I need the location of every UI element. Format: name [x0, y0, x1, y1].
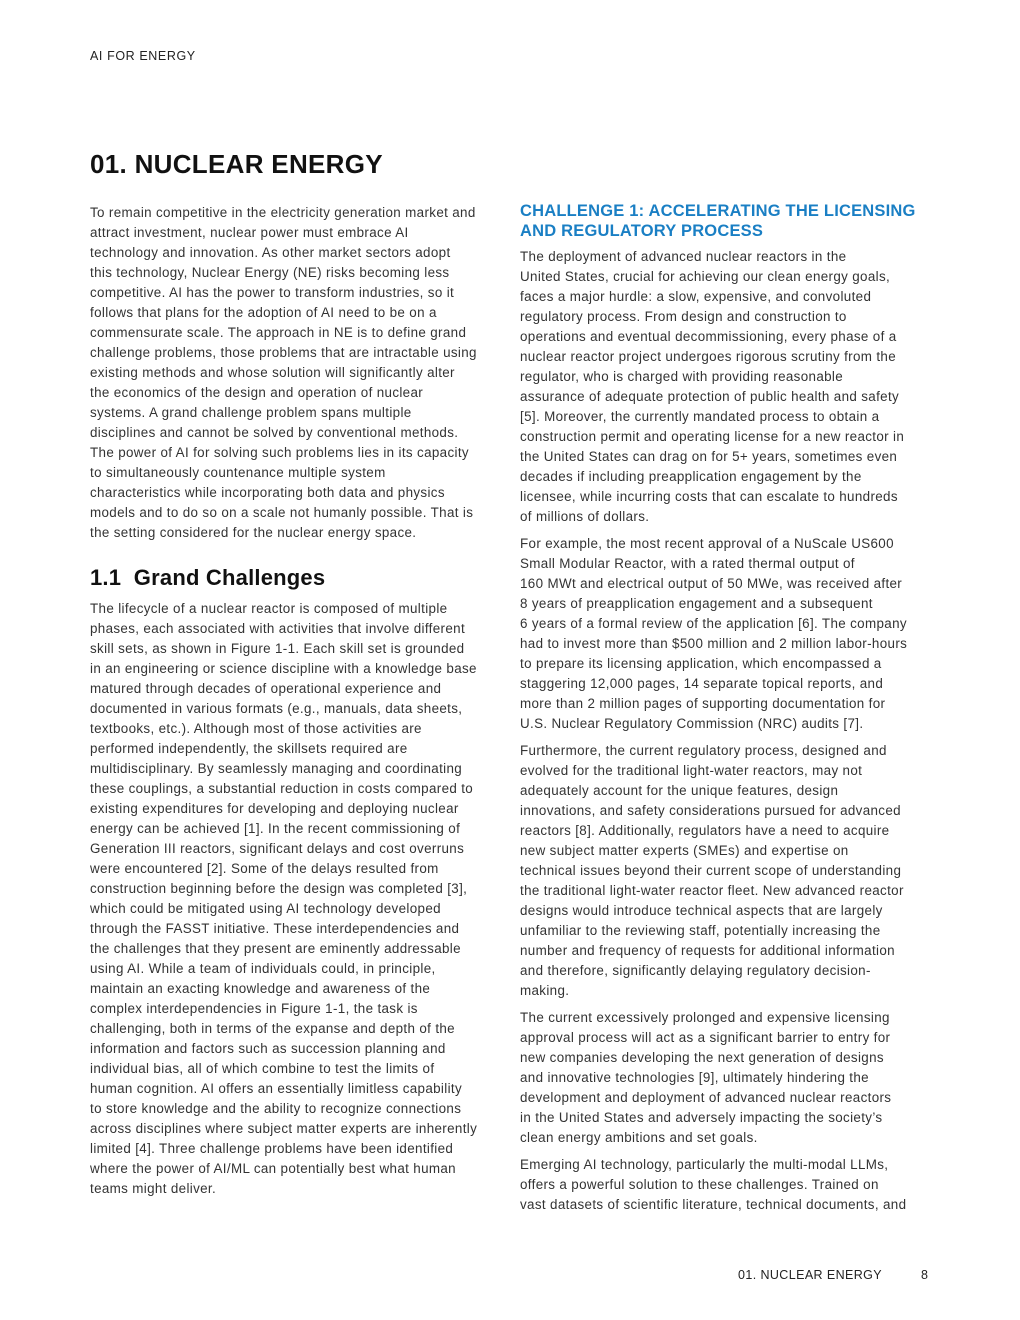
text-line: The power of AI for solving such problems lies in its capacity — [90, 445, 469, 460]
text-line: The deployment of advanced nuclear reactors in the — [520, 249, 847, 264]
text-line: and innovative technologies [9], ultimately hindering the — [520, 1070, 869, 1085]
text-line: new subject matter experts (SMEs) and expertise on — [520, 843, 849, 858]
body-paragraph — [520, 1008, 940, 1148]
text-line: were encountered [2]. Some of the delays resulted from — [90, 861, 439, 876]
text-line: development and deployment of advanced nuclear reactors — [520, 1090, 892, 1105]
text-line: the traditional light-water reactor fleet. New advanced reactor — [520, 883, 904, 898]
text-line: clean energy ambitions and set goals. — [520, 1130, 758, 1145]
text-line: individual bias, all of which combine to test the limits of — [90, 1061, 435, 1076]
right-column — [520, 201, 940, 1222]
text-line: the challenges that they present are eminently addressable — [90, 941, 461, 956]
text-line: using AI. While a team of individuals could, in principle, — [90, 961, 436, 976]
text-line: follows that plans for the adoption of AI need to be on a — [90, 305, 437, 320]
text-line: operations and eventual decommissioning, every phase of a — [520, 329, 897, 344]
text-line: systems. A grand challenge problem spans multiple — [90, 405, 412, 420]
text-line: performed independently, the skillsets required are — [90, 741, 408, 756]
text-line: decades if including preapplication engagement by the — [520, 469, 862, 484]
text-line: and therefore, significantly delaying regulatory decision- — [520, 963, 871, 978]
text-line: licensee, while incurring costs that can escalate to hundreds — [520, 489, 898, 504]
challenge-heading — [520, 201, 940, 241]
text-line: in an engineering or science discipline with a knowledge base — [90, 661, 477, 676]
text-line: to simultaneously countenance multiple system — [90, 465, 386, 480]
text-line: complex interdependencies in Figure 1-1, the task is — [90, 1001, 418, 1016]
text-line: limited [4]. Three challenge problems have been identified — [90, 1141, 454, 1156]
body-paragraph — [520, 534, 940, 734]
text-line: vast datasets of scientific literature, technical documents, and — [520, 1197, 907, 1212]
text-line: adequately account for the unique features, design — [520, 783, 839, 798]
text-line: approval process will act as a significant barrier to entry for — [520, 1030, 891, 1045]
text-line: CHALLENGE 1: ACCELERATING THE LICENSING — [520, 202, 916, 220]
left-column — [90, 203, 510, 1206]
body-paragraph — [520, 247, 940, 527]
body-paragraph — [520, 1155, 940, 1215]
text-line: where the power of AI/ML can potentially best what human — [90, 1161, 456, 1176]
text-line: commensurate scale. The approach in NE is to define grand — [90, 325, 467, 340]
text-line: across disciplines where subject matter experts are inherently — [90, 1121, 478, 1136]
text-line: For example, the most recent approval of a NuScale US600 — [520, 536, 894, 551]
text-line: which could be mitigated using AI technology developed — [90, 901, 441, 916]
grand-challenges-paragraph — [90, 599, 510, 1199]
text-line: The current excessively prolonged and expensive licensing — [520, 1010, 890, 1025]
text-line: phases, each associated with activities that involve different — [90, 621, 466, 636]
text-line: new companies developing the next generation of designs — [520, 1050, 884, 1065]
text-line: competitive. AI has the power to transform industries, so it — [90, 285, 455, 300]
text-line: characteristics while incorporating both data and physics — [90, 485, 445, 500]
text-line: challenge problems, those problems that are intractable using — [90, 345, 477, 360]
running-header: AI FOR ENERGY — [90, 49, 196, 63]
text-line: of millions of dollars. — [520, 509, 650, 524]
intro-paragraph — [90, 203, 510, 543]
text-line: technical issues beyond their current scope of understanding — [520, 863, 902, 878]
text-line: teams might deliver. — [90, 1181, 217, 1196]
text-line: technology and innovation. As other market sectors adopt — [90, 245, 451, 260]
text-line: 6 years of a formal review of the application [6]. The company — [520, 616, 907, 631]
text-line: unfamiliar to the reviewing staff, potentially increasing the — [520, 923, 881, 938]
text-line: Furthermore, the current regulatory process, designed and — [520, 743, 887, 758]
text-line: documented in various formats (e.g., manuals, data sheets, — [90, 701, 463, 716]
text-line: existing methods and whose solution will significantly alter — [90, 365, 455, 380]
text-line: reactors [8]. Additionally, regulators have a need to acquire — [520, 823, 890, 838]
text-line: construction beginning before the design was completed [3], — [90, 881, 468, 896]
text-line: The lifecycle of a nuclear reactor is composed of multiple — [90, 601, 448, 616]
text-line: AND REGULATORY PROCESS — [520, 222, 764, 240]
text-line: more than 2 million pages of supporting documentation for — [520, 696, 886, 711]
text-line: these couplings, a substantial reduction in costs compared to — [90, 781, 474, 796]
text-line: maintain an exacting knowledge and awareness of the — [90, 981, 431, 996]
body-paragraph — [520, 741, 940, 1001]
text-line: staggering 12,000 pages, 14 separate topical reports, and — [520, 676, 884, 691]
text-line: human cognition. AI offers an essentially limitless capability — [90, 1081, 463, 1096]
text-line: innovations, and safety considerations pursued for advanced — [520, 803, 901, 818]
text-line: To remain competitive in the electricity generation market and — [90, 205, 476, 220]
text-line: offers a powerful solution to these challenges. Trained on — [520, 1177, 879, 1192]
page-title: 01. NUCLEAR ENERGY — [90, 149, 383, 179]
text-line: the setting considered for the nuclear energy space. — [90, 525, 417, 540]
text-line: Generation III reactors, significant delays and cost overruns — [90, 841, 465, 856]
text-line: nuclear reactor project undergoes rigorous scrutiny from the — [520, 349, 897, 364]
text-line: models and to do so on a scale not humanly possible. That is — [90, 505, 474, 520]
text-line: evolved for the traditional light-water reactors, may not — [520, 763, 863, 778]
text-line: number and frequency of requests for additional information — [520, 943, 895, 958]
text-line: the United States can drag on for 5+ years, sometimes even — [520, 449, 898, 464]
text-line: multidisciplinary. By seamlessly managing and coordinating — [90, 761, 463, 776]
text-line: in the United States and adversely impacting the society’s — [520, 1110, 883, 1125]
section-heading: 1.1 Grand Challenges — [90, 565, 326, 590]
text-line: this technology, Nuclear Energy (NE) risks becoming less — [90, 265, 450, 280]
text-line: United States, crucial for achieving our clean energy goals, — [520, 269, 891, 284]
footer-section-label: 01. NUCLEAR ENERGY — [738, 1268, 883, 1282]
text-line: designs would introduce technical aspects that are largely — [520, 903, 883, 918]
text-line: textbooks, etc.). Although most of those activities are — [90, 721, 422, 736]
text-line: the economics of the design and operation of nuclear — [90, 385, 424, 400]
text-line: 160 MWt and electrical output of 50 MWe, was received after — [520, 576, 903, 591]
text-line: skill sets, as shown in Figure 1-1. Each skill set is grounded — [90, 641, 465, 656]
text-line: 8 years of preapplication engagement and a subsequent — [520, 596, 873, 611]
text-line: U.S. Nuclear Regulatory Commission (NRC) audits [7]. — [520, 716, 864, 731]
text-line: Emerging AI technology, particularly the multi-modal LLMs, — [520, 1157, 889, 1172]
text-line: challenging, both in terms of the expanse and depth of the — [90, 1021, 455, 1036]
text-line: [5]. Moreover, the currently mandated process to obtain a — [520, 409, 880, 424]
text-line: faces a major hurdle: a slow, expensive, and convoluted — [520, 289, 872, 304]
text-line: had to invest more than $500 million and 2 million labor-hours — [520, 636, 908, 651]
text-line: regulatory process. From design and construction to — [520, 309, 847, 324]
text-line: construction permit and operating license for a new reactor in — [520, 429, 905, 444]
text-line: to store knowledge and the ability to recognize connections — [90, 1101, 462, 1116]
text-line: through the FASST initiative. These interdependencies and — [90, 921, 460, 936]
text-line: information and factors such as succession planning and — [90, 1041, 446, 1056]
text-line: Small Modular Reactor, with a rated thermal output of — [520, 556, 855, 571]
text-line: energy can be achieved [1]. In the recent commissioning of — [90, 821, 461, 836]
text-line: disciplines and cannot be solved by conventional methods. — [90, 425, 459, 440]
text-line: matured through decades of operational experience and — [90, 681, 442, 696]
text-line: existing expenditures for developing and deploying nuclear — [90, 801, 459, 816]
page-number: 8 — [921, 1268, 929, 1282]
text-line: regulator, who is charged with providing reasonable — [520, 369, 844, 384]
text-line: to prepare its licensing application, which encompassed a — [520, 656, 882, 671]
text-line: attract investment, nuclear power must embrace AI — [90, 225, 409, 240]
text-line: making. — [520, 983, 570, 998]
text-line: assurance of adequate protection of public health and safety — [520, 389, 900, 404]
